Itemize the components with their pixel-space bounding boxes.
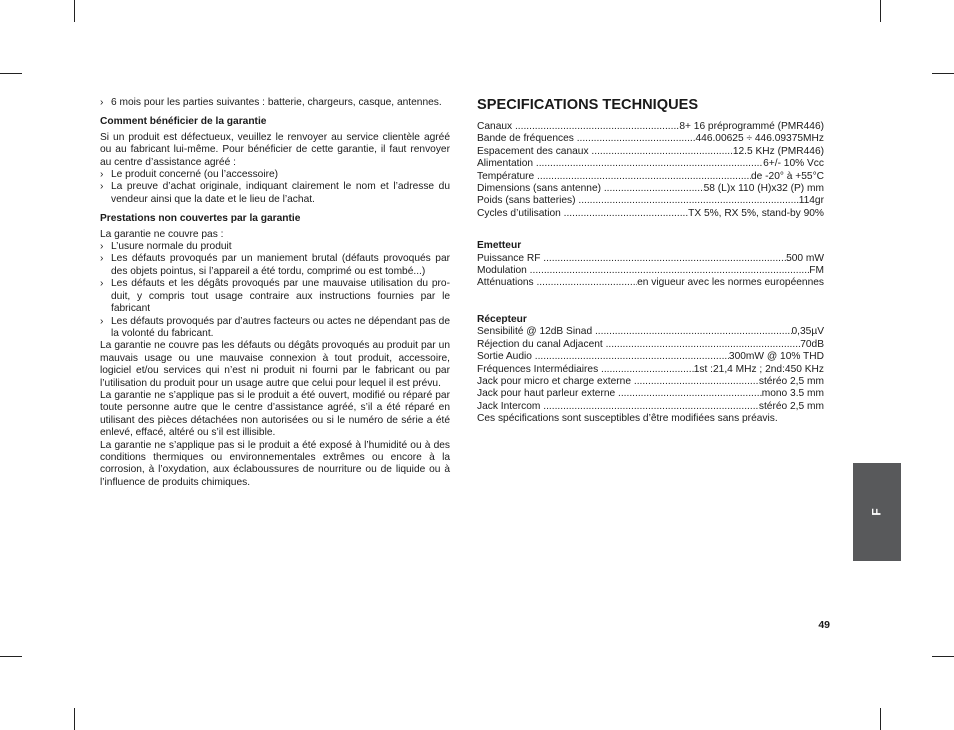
list-item [100,169,450,181]
spec-value: 500 mW [786,252,824,264]
crop-mark [932,656,954,657]
spec-value: 300mW @ 10% THD [728,351,824,363]
paragraph: Si un produit est défectueux, veuillez le renvoyer au service clientèle agréé ou au fabricant lui-même. Pour bénéficier de cette garantie, il faut renvoyer au centre d’assistance agréé : [100,131,450,168]
spec-row [477,133,824,145]
spec-row [477,326,824,338]
paragraph: La garantie ne couvre pas : [100,228,224,240]
spec-label: Puissance RF ..... [477,253,786,265]
spec-row [477,388,824,400]
spec-row [477,253,824,265]
spec-value: de -20° à +55°C [751,170,824,182]
list-item-text: Les défauts provoqués par d’autres facteurs ou actes ne dépendant pas de la volonté du fabricant. [111,315,450,339]
paragraph: La garantie ne s’applique pas si le produit a été ouvert, modifié ou réparé par toute personne autre que le centre d’assistance agréé, s’il a été réparé en utilisant des pièces détachées non autorisées ou si le numéro de série a été enlevé, effacé, altéré ou s’il est illisible. [100,389,450,439]
spec-value: 8+ 16 préprogrammé (PMR446) [679,121,824,132]
spec-row [477,121,824,133]
spec-value: stéréo 2,5 mm [758,375,824,387]
spec-value: 58 (L)x 110 (H)x32 (P) mm [703,183,824,195]
list-item-text: L’usure normale du produit [111,241,232,253]
crop-mark [74,0,75,22]
language-tab-label: F [870,508,884,516]
spec-label: Bande de fréquences ..... [477,133,695,145]
spec-value: stéréo 2,5 mm [758,400,824,412]
list-item-text: Les défauts et les dégâts provoqués par une mauvaise utilisation du pro-duit, y compris tout usage contraire aux instructions fournies par le fabricant [111,278,450,315]
spec-row [477,146,824,158]
spec-label: Sortie Audio ..... [477,351,729,363]
footnote: Ces spécifications sont susceptibles d’être modifiées sans préavis. [477,413,778,425]
spec-label: Alimentation ..... [477,158,763,170]
spec-label: Modulation ..... [477,265,809,277]
spec-row [477,158,824,170]
list-item [100,181,450,206]
spec-label: Espacement des canaux ..... [477,146,733,158]
page-number: 49 [818,619,830,631]
receiver-specs [477,326,824,413]
spec-row [477,195,824,207]
spec-label: Canaux ..... [477,121,679,133]
list-item [100,316,450,341]
specifications-column [477,97,824,426]
bullet-marker: › [100,253,104,265]
spec-row [477,277,824,289]
list-item [100,253,450,278]
crop-mark [74,708,75,730]
spec-label: Dimensions (sans antenne) ..... [477,183,704,195]
spec-row [477,183,824,195]
spec-value: 12.5 KHz (PMR446) [732,145,824,157]
spec-value: 446.00625 ÷ 446.09375MHz [695,133,824,145]
spec-value: FM [809,265,824,277]
spec-label: Fréquences Intermédiaires ..... [477,364,694,376]
crop-mark [932,73,954,74]
paragraph: La garantie ne couvre pas les défauts ou dégâts provoqués au produit par un mauvais usage ou une mauvaise connexion à tout produit, accessoire, logiciel et/ou services qui n’est ni produit ni fourni par le fabricant ou par l’utilisation du produit pour un usage autre que celui pour lequel il est prévu. [100,340,450,389]
spec-row [477,376,824,388]
spec-row [477,171,824,183]
crop-mark [0,73,22,74]
list-item [100,241,450,253]
spec-value: en vigueur avec les normes européennes [637,277,824,289]
spec-row [477,364,824,376]
bullet-marker: › [100,315,104,327]
bullet-marker: › [100,181,104,193]
spec-row [477,401,824,413]
page-title: SPECIFICATIONS TECHNIQUES [477,97,699,113]
spec-value: 6+/- 10% Vcc [763,158,824,170]
spec-row [477,339,824,351]
list-item-text: La preuve d’achat originale, indiquant clairement le nom et l’adresse du vendeur ainsi que la date et le lieu de l’achat. [111,181,450,205]
spec-value: 1st :21,4 MHz ; 2nd:450 KHz [693,363,824,375]
section-heading: Récepteur [477,313,527,325]
spec-value: TX 5%, RX 5%, stand-by 90% [688,207,824,219]
spec-label: Jack pour micro et charge externe ..... [477,376,759,388]
spec-row [477,265,824,277]
list-item [100,97,450,109]
emitter-specs [477,253,824,290]
spec-row [477,351,824,363]
spec-label: Sensibilité @ 12dB Sinad ..... [477,326,792,338]
crop-mark [0,656,22,657]
language-tab-label-wrap [853,463,901,561]
list-item-text: Le produit concerné (ou l’accessoire) [111,169,279,181]
paragraph: La garantie ne s’applique pas si le produit a été exposé à l’humidité ou à des conditions thermiques ou environnementales extrêmes ou encore à la corrosion, à l’oxydation, aux éclaboussures de nourriture ou de liquide ou à l’influence de produits chimiques. [100,439,450,488]
spec-value: mono 3.5 mm [761,388,824,400]
bullet-marker: › [100,169,104,181]
language-tab [853,463,901,561]
spec-value: 0,35µV [791,326,824,338]
spec-label: Réjection du canal Adjacent ..... [477,339,800,351]
spec-label: Jack pour haut parleur externe ..... [477,388,762,400]
spec-label: Poids (sans batteries) ..... [477,195,799,207]
bullet-marker: › [100,241,104,253]
section-heading: Emetteur [477,240,522,252]
warranty-column [100,97,450,489]
spec-label: Jack Intercom ..... [477,401,759,413]
bullet-marker: › [100,278,104,290]
general-specs [477,121,824,220]
spec-value: 114gr [798,195,824,207]
spec-label: Température ..... [477,171,751,183]
crop-mark [880,0,881,22]
list-item-text: Les défauts provoqués par un maniement brutal (défauts provoqués par des objets pointus, si l’appareil a été tordu, comprimé ou est tombé...) [111,253,450,277]
spec-label: Atténuations ..... [477,277,637,289]
spec-label: Cycles d’utilisation ..... [477,208,688,220]
bullet-marker: › [100,97,104,108]
spec-value: 70dB [800,338,824,350]
spec-row [477,208,824,220]
section-heading: Prestations non couvertes par la garantie [100,213,301,225]
section-heading: Comment bénéficier de la garantie [100,116,267,128]
list-item-text: 6 mois pour les parties suivantes : batterie, chargeurs, casque, antennes. [111,97,442,108]
crop-mark [880,708,881,730]
list-item [100,278,450,315]
